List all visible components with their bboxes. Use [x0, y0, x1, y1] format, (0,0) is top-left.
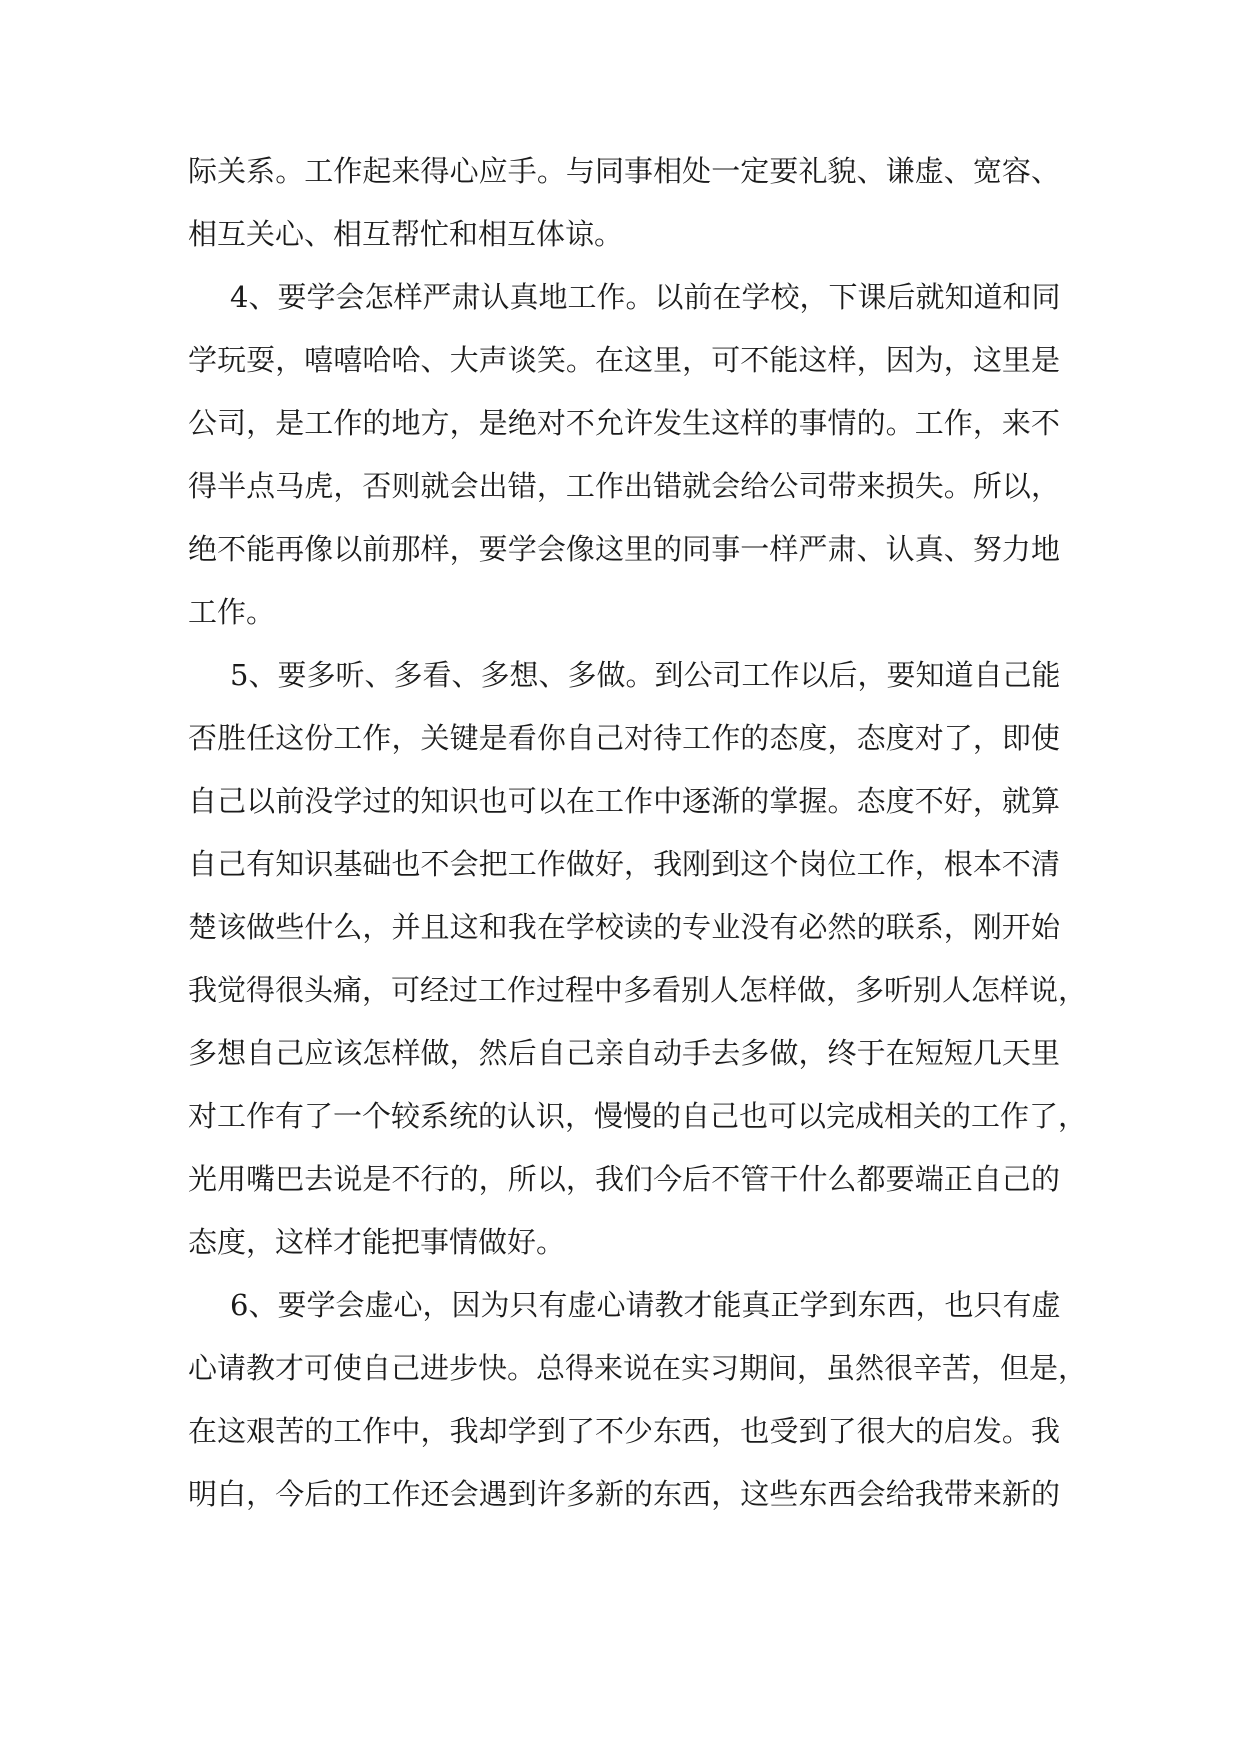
text-line: 际关系。工作起来得心应手。与同事相处一定要礼貌、谦虚、宽容、	[188, 154, 1060, 188]
text-line: 相互关心、相互帮忙和相互体谅。	[188, 217, 624, 251]
text-line: 学玩耍，嘻嘻哈哈、大声谈笑。在这里，可不能这样，因为，这里是	[188, 343, 1060, 377]
text-line: 我觉得很头痛，可经过工作过程中多看别人怎样做，多听别人怎样说，	[188, 973, 1088, 1007]
text-line: 多想自己应该怎样做，然后自己亲自动手去多做，终于在短短几天里	[188, 1036, 1060, 1070]
text-line: 明白，今后的工作还会遇到许多新的东西，这些东西会给我带来新的	[188, 1477, 1060, 1511]
text-line: 否胜任这份工作，关键是看你自己对待工作的态度，态度对了，即使	[188, 721, 1060, 755]
text-line: 心请教才可使自己进步快。总得来说在实习期间，虽然很辛苦，但是，	[188, 1351, 1088, 1385]
text-line: 5、要多听、多看、多想、多做。到公司工作以后，要知道自己能	[230, 658, 1061, 692]
text-line: 态度，这样才能把事情做好。	[188, 1225, 566, 1259]
text-line: 自己有知识基础也不会把工作做好，我刚到这个岗位工作，根本不清	[188, 847, 1060, 881]
text-line: 自己以前没学过的知识也可以在工作中逐渐的掌握。态度不好，就算	[188, 784, 1060, 818]
text-line: 在这艰苦的工作中，我却学到了不少东西，也受到了很大的启发。我	[188, 1414, 1060, 1448]
text-line: 对工作有了一个较系统的认识，慢慢的自己也可以完成相关的工作了，	[188, 1099, 1088, 1133]
text-line: 4、要学会怎样严肃认真地工作。以前在学校，下课后就知道和同	[230, 280, 1061, 314]
text-line: 6、要学会虚心，因为只有虚心请教才能真正学到东西，也只有虚	[230, 1288, 1061, 1322]
text-line: 工作。	[188, 595, 276, 629]
text-line: 绝不能再像以前那样，要学会像这里的同事一样严肃、认真、努力地	[188, 532, 1060, 566]
text-line: 公司，是工作的地方，是绝对不允许发生这样的事情的。工作，来不	[188, 406, 1060, 440]
text-line: 楚该做些什么，并且这和我在学校读的专业没有必然的联系，刚开始	[188, 910, 1060, 944]
text-line: 光用嘴巴去说是不行的，所以，我们今后不管干什么都要端正自己的	[188, 1162, 1060, 1196]
text-line: 得半点马虎，否则就会出错，工作出错就会给公司带来损失。所以，	[188, 469, 1060, 503]
